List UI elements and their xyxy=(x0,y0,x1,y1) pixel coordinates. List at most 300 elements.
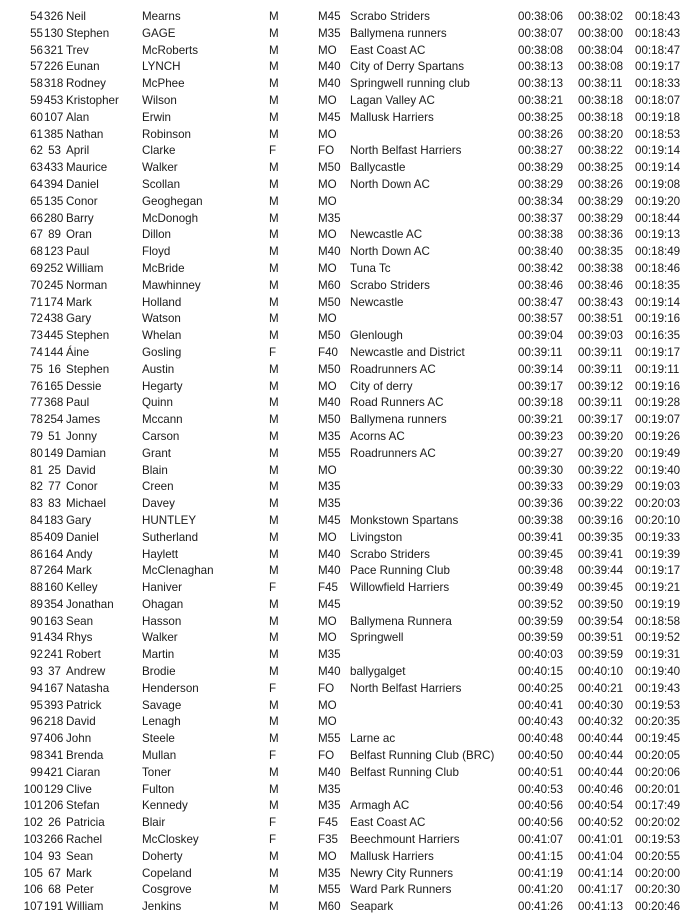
split-time-cell: 00:19:40 xyxy=(635,463,681,477)
category-cell: MO xyxy=(318,463,337,477)
last-name-cell: Whelan xyxy=(142,329,182,343)
gender-cell: M xyxy=(269,883,279,897)
chip-time-cell: 00:39:44 xyxy=(578,564,624,578)
last-name-cell: Doherty xyxy=(142,849,183,863)
gender-cell: F xyxy=(269,581,277,595)
chip-time-cell: 00:38:08 xyxy=(578,60,624,74)
position-cell: 92 xyxy=(30,648,43,662)
bib-number-cell: 89 xyxy=(48,228,61,242)
first-name-cell: Rhys xyxy=(66,631,93,645)
category-cell: M50 xyxy=(318,329,341,343)
bib-number-cell: 67 xyxy=(48,866,61,880)
split-time-cell: 00:20:00 xyxy=(635,866,681,880)
last-name-cell: Henderson xyxy=(142,681,199,695)
bib-number-cell: 149 xyxy=(44,446,64,460)
position-cell: 74 xyxy=(30,345,43,359)
first-name-cell: William xyxy=(66,900,104,914)
last-name-cell: Cosgrove xyxy=(142,883,192,897)
gender-cell: M xyxy=(269,564,279,578)
gender-cell: M xyxy=(269,715,279,729)
chip-time-cell: 00:38:18 xyxy=(578,110,624,124)
first-name-cell: David xyxy=(66,463,96,477)
club-cell: Ward Park Runners xyxy=(350,883,452,897)
last-name-cell: Copeland xyxy=(142,866,192,880)
bib-number-cell: 68 xyxy=(48,883,61,897)
category-cell: M45 xyxy=(318,597,341,611)
table-row xyxy=(0,177,699,194)
split-time-cell: 00:19:03 xyxy=(635,480,681,494)
club-cell: Newcastle xyxy=(350,295,404,309)
position-cell: 93 xyxy=(30,665,43,679)
last-name-cell: Brodie xyxy=(142,665,176,679)
chip-time-cell: 00:39:11 xyxy=(578,345,623,359)
chip-time-cell: 00:41:13 xyxy=(578,900,624,914)
first-name-cell: Stephen xyxy=(66,26,110,40)
split-time-cell: 00:19:26 xyxy=(635,429,681,443)
bib-number-cell: 26 xyxy=(48,816,61,830)
category-cell: M40 xyxy=(318,765,341,779)
club-cell: East Coast AC xyxy=(350,816,426,830)
bib-number-cell: 174 xyxy=(44,295,64,309)
gun-time-cell: 00:39:17 xyxy=(518,379,564,393)
table-row xyxy=(0,815,699,832)
bib-number-cell: 394 xyxy=(44,177,64,191)
bib-number-cell: 218 xyxy=(44,715,64,729)
position-cell: 60 xyxy=(30,110,43,124)
split-time-cell: 00:19:31 xyxy=(635,648,681,662)
bib-number-cell: 354 xyxy=(44,597,64,611)
table-row xyxy=(0,43,699,60)
split-time-cell: 00:19:08 xyxy=(635,177,681,191)
last-name-cell: Dillon xyxy=(142,228,171,242)
chip-time-cell: 00:39:35 xyxy=(578,530,624,544)
first-name-cell: Gary xyxy=(66,513,92,527)
bib-number-cell: 167 xyxy=(44,681,64,695)
club-cell: North Belfast Harriers xyxy=(350,681,462,695)
gun-time-cell: 00:38:21 xyxy=(518,93,564,107)
split-time-cell: 00:20:01 xyxy=(635,782,681,796)
gender-cell: M xyxy=(269,429,279,443)
club-cell: Newry City Runners xyxy=(350,866,454,880)
bib-number-cell: 226 xyxy=(44,60,64,74)
position-cell: 101 xyxy=(23,799,43,813)
gun-time-cell: 00:38:46 xyxy=(518,278,564,292)
position-cell: 73 xyxy=(30,329,43,343)
chip-time-cell: 00:38:51 xyxy=(578,312,624,326)
club-cell: Newcastle AC xyxy=(350,228,423,242)
gun-time-cell: 00:38:26 xyxy=(518,127,564,141)
gender-cell: M xyxy=(269,446,279,460)
position-cell: 58 xyxy=(30,77,43,91)
table-row xyxy=(0,513,699,530)
gender-cell: M xyxy=(269,161,279,175)
table-row xyxy=(0,278,699,295)
position-cell: 87 xyxy=(30,564,43,578)
gender-cell: M xyxy=(269,295,279,309)
gender-cell: M xyxy=(269,60,279,74)
first-name-cell: Daniel xyxy=(66,530,99,544)
gun-time-cell: 00:39:48 xyxy=(518,564,564,578)
split-time-cell: 00:19:21 xyxy=(635,581,681,595)
table-row xyxy=(0,714,699,731)
gender-cell: M xyxy=(269,312,279,326)
first-name-cell: Daniel xyxy=(66,177,99,191)
bib-number-cell: 445 xyxy=(44,329,64,343)
first-name-cell: Conor xyxy=(66,194,98,208)
chip-time-cell: 00:38:38 xyxy=(578,261,624,275)
category-cell: MO xyxy=(318,93,337,107)
last-name-cell: Ohagan xyxy=(142,597,184,611)
last-name-cell: Martin xyxy=(142,648,175,662)
gun-time-cell: 00:39:18 xyxy=(518,396,564,410)
category-cell: MO xyxy=(318,312,337,326)
last-name-cell: Erwin xyxy=(142,110,171,124)
first-name-cell: Rodney xyxy=(66,77,106,91)
split-time-cell: 00:18:35 xyxy=(635,278,681,292)
gender-cell: M xyxy=(269,362,279,376)
split-time-cell: 00:19:19 xyxy=(635,597,681,611)
gender-cell: M xyxy=(269,261,279,275)
first-name-cell: Patricia xyxy=(66,816,105,830)
last-name-cell: McCloskey xyxy=(142,833,199,847)
gender-cell: M xyxy=(269,177,279,191)
gender-cell: M xyxy=(269,194,279,208)
position-cell: 75 xyxy=(30,362,43,376)
category-cell: MO xyxy=(318,379,337,393)
position-cell: 84 xyxy=(30,513,43,527)
first-name-cell: James xyxy=(66,413,101,427)
first-name-cell: Michael xyxy=(66,497,106,511)
gender-cell: M xyxy=(269,93,279,107)
gun-time-cell: 00:39:23 xyxy=(518,429,564,443)
first-name-cell: Mark xyxy=(66,295,92,309)
split-time-cell: 00:19:52 xyxy=(635,631,681,645)
gender-cell: M xyxy=(269,849,279,863)
bib-number-cell: 144 xyxy=(44,345,64,359)
chip-time-cell: 00:38:46 xyxy=(578,278,624,292)
table-row xyxy=(0,379,699,396)
category-cell: M35 xyxy=(318,799,341,813)
position-cell: 66 xyxy=(30,211,43,225)
position-cell: 89 xyxy=(30,597,43,611)
club-cell: Belfast Running Club (BRC) xyxy=(350,749,495,763)
club-cell: Mallusk Harriers xyxy=(350,849,434,863)
category-cell: MO xyxy=(318,228,337,242)
first-name-cell: Mark xyxy=(66,866,92,880)
gender-cell: F xyxy=(269,144,277,158)
position-cell: 80 xyxy=(30,446,43,460)
position-cell: 71 xyxy=(30,295,43,309)
club-cell: Scrabo Striders xyxy=(350,547,430,561)
last-name-cell: Mccann xyxy=(142,413,183,427)
category-cell: M35 xyxy=(318,480,341,494)
first-name-cell: Trev xyxy=(66,43,89,57)
category-cell: FO xyxy=(318,681,335,695)
split-time-cell: 00:19:14 xyxy=(635,161,681,175)
first-name-cell: Barry xyxy=(66,211,94,225)
category-cell: M55 xyxy=(318,446,341,460)
club-cell: Road Runners AC xyxy=(350,396,444,410)
first-name-cell: Paul xyxy=(66,396,90,410)
gun-time-cell: 00:39:38 xyxy=(518,513,564,527)
club-cell: City of derry xyxy=(350,379,413,393)
category-cell: M35 xyxy=(318,866,341,880)
gender-cell: M xyxy=(269,278,279,292)
table-row xyxy=(0,127,699,144)
position-cell: 85 xyxy=(30,530,43,544)
position-cell: 94 xyxy=(30,681,43,695)
position-cell: 61 xyxy=(30,127,43,141)
bib-number-cell: 326 xyxy=(44,10,64,23)
bib-number-cell: 385 xyxy=(44,127,64,141)
gun-time-cell: 00:39:45 xyxy=(518,547,564,561)
bib-number-cell: 107 xyxy=(44,110,64,124)
bib-number-cell: 409 xyxy=(44,530,64,544)
chip-time-cell: 00:39:41 xyxy=(578,547,624,561)
table-row xyxy=(0,463,699,480)
gun-time-cell: 00:38:25 xyxy=(518,110,564,124)
position-cell: 105 xyxy=(23,866,43,880)
chip-time-cell: 00:39:11 xyxy=(578,362,623,376)
category-cell: M40 xyxy=(318,60,341,74)
first-name-cell: Natasha xyxy=(66,681,110,695)
bib-number-cell: 241 xyxy=(44,648,64,662)
last-name-cell: GAGE xyxy=(142,26,176,40)
table-row xyxy=(0,849,699,866)
gun-time-cell: 00:39:14 xyxy=(518,362,564,376)
gender-cell: F xyxy=(269,816,277,830)
first-name-cell: Brenda xyxy=(66,749,104,763)
split-time-cell: 00:19:17 xyxy=(635,345,681,359)
chip-time-cell: 00:40:10 xyxy=(578,665,624,679)
last-name-cell: LYNCH xyxy=(142,60,181,74)
bib-number-cell: 53 xyxy=(48,144,61,158)
last-name-cell: Toner xyxy=(142,765,172,779)
chip-time-cell: 00:39:50 xyxy=(578,597,624,611)
first-name-cell: Alan xyxy=(66,110,90,124)
table-row xyxy=(0,580,699,597)
gender-cell: M xyxy=(269,547,279,561)
split-time-cell: 00:20:06 xyxy=(635,765,681,779)
bib-number-cell: 321 xyxy=(44,43,64,57)
split-time-cell: 00:20:46 xyxy=(635,900,681,914)
position-cell: 63 xyxy=(30,161,43,175)
bib-number-cell: 433 xyxy=(44,161,64,175)
bib-number-cell: 393 xyxy=(44,698,64,712)
first-name-cell: Rachel xyxy=(66,833,103,847)
gender-cell: M xyxy=(269,614,279,628)
chip-time-cell: 00:41:17 xyxy=(578,883,624,897)
split-time-cell: 00:18:58 xyxy=(635,614,681,628)
first-name-cell: Maurice xyxy=(66,161,108,175)
first-name-cell: Gary xyxy=(66,312,92,326)
club-cell: Belfast Running Club xyxy=(350,765,459,779)
bib-number-cell: 160 xyxy=(44,581,64,595)
last-name-cell: Geoghegan xyxy=(142,194,203,208)
first-name-cell: Stephen xyxy=(66,362,110,376)
table-row xyxy=(0,530,699,547)
gender-cell: M xyxy=(269,110,279,124)
split-time-cell: 00:19:17 xyxy=(635,60,681,74)
first-name-cell: Stefan xyxy=(66,799,100,813)
bib-number-cell: 368 xyxy=(44,396,64,410)
gender-cell: M xyxy=(269,866,279,880)
position-cell: 67 xyxy=(30,228,43,242)
gun-time-cell: 00:39:30 xyxy=(518,463,564,477)
gun-time-cell: 00:41:20 xyxy=(518,883,564,897)
position-cell: 88 xyxy=(30,581,43,595)
last-name-cell: Clarke xyxy=(142,144,176,158)
position-cell: 64 xyxy=(30,177,43,191)
category-cell: M40 xyxy=(318,564,341,578)
club-cell: Ballymena runners xyxy=(350,26,447,40)
table-row xyxy=(0,345,699,362)
table-row xyxy=(0,899,699,916)
last-name-cell: Creen xyxy=(142,480,174,494)
gun-time-cell: 00:40:56 xyxy=(518,816,564,830)
bib-number-cell: 264 xyxy=(44,564,64,578)
chip-time-cell: 00:39:03 xyxy=(578,329,624,343)
table-row xyxy=(0,76,699,93)
gender-cell: M xyxy=(269,329,279,343)
category-cell: M45 xyxy=(318,10,341,23)
split-time-cell: 00:20:30 xyxy=(635,883,681,897)
position-cell: 91 xyxy=(30,631,43,645)
bib-number-cell: 252 xyxy=(44,261,64,275)
first-name-cell: David xyxy=(66,715,96,729)
last-name-cell: Davey xyxy=(142,497,175,511)
gun-time-cell: 00:38:13 xyxy=(518,77,564,91)
position-cell: 65 xyxy=(30,194,43,208)
gun-time-cell: 00:40:56 xyxy=(518,799,564,813)
category-cell: M45 xyxy=(318,110,341,124)
table-row xyxy=(0,547,699,564)
split-time-cell: 00:20:05 xyxy=(635,749,681,763)
gun-time-cell: 00:38:34 xyxy=(518,194,564,208)
category-cell: M40 xyxy=(318,396,341,410)
chip-time-cell: 00:41:14 xyxy=(578,866,624,880)
position-cell: 62 xyxy=(30,144,43,158)
gender-cell: F xyxy=(269,749,277,763)
chip-time-cell: 00:40:54 xyxy=(578,799,624,813)
first-name-cell: Peter xyxy=(66,883,94,897)
bib-number-cell: 245 xyxy=(44,278,64,292)
split-time-cell: 00:19:17 xyxy=(635,564,681,578)
gender-cell: M xyxy=(269,513,279,527)
gender-cell: M xyxy=(269,127,279,141)
last-name-cell: McBride xyxy=(142,261,185,275)
position-cell: 96 xyxy=(30,715,43,729)
category-cell: M55 xyxy=(318,732,341,746)
first-name-cell: Ciaran xyxy=(66,765,101,779)
category-cell: M35 xyxy=(318,648,341,662)
split-time-cell: 00:19:14 xyxy=(635,144,681,158)
table-row xyxy=(0,261,699,278)
bib-number-cell: 83 xyxy=(48,497,61,511)
category-cell: F45 xyxy=(318,581,338,595)
gender-cell: M xyxy=(269,463,279,477)
category-cell: M35 xyxy=(318,497,341,511)
last-name-cell: Savage xyxy=(142,698,182,712)
club-cell: Willowfield Harriers xyxy=(350,581,450,595)
position-cell: 77 xyxy=(30,396,43,410)
table-row xyxy=(0,211,699,228)
table-row xyxy=(0,311,699,328)
chip-time-cell: 00:39:59 xyxy=(578,648,624,662)
table-row xyxy=(0,26,699,43)
gender-cell: M xyxy=(269,648,279,662)
bib-number-cell: 453 xyxy=(44,93,64,107)
gun-time-cell: 00:38:29 xyxy=(518,161,564,175)
gender-cell: M xyxy=(269,665,279,679)
table-row xyxy=(0,882,699,899)
category-cell: M40 xyxy=(318,77,341,91)
bib-number-cell: 341 xyxy=(44,749,64,763)
first-name-cell: Jonny xyxy=(66,429,97,443)
first-name-cell: Conor xyxy=(66,480,98,494)
chip-time-cell: 00:38:00 xyxy=(578,26,624,40)
gun-time-cell: 00:39:27 xyxy=(518,446,564,460)
split-time-cell: 00:18:07 xyxy=(635,93,681,107)
split-time-cell: 00:18:33 xyxy=(635,77,681,91)
bib-number-cell: 434 xyxy=(44,631,64,645)
split-time-cell: 00:19:40 xyxy=(635,665,681,679)
category-cell: MO xyxy=(318,530,337,544)
first-name-cell: Dessie xyxy=(66,379,102,393)
chip-time-cell: 00:38:04 xyxy=(578,43,624,57)
table-row xyxy=(0,160,699,177)
table-row xyxy=(0,664,699,681)
split-time-cell: 00:18:53 xyxy=(635,127,681,141)
split-time-cell: 00:20:55 xyxy=(635,849,681,863)
first-name-cell: Kristopher xyxy=(66,93,119,107)
first-name-cell: Kelley xyxy=(66,581,98,595)
position-cell: 72 xyxy=(30,312,43,326)
club-cell: North Down AC xyxy=(350,245,430,259)
club-cell: Mallusk Harriers xyxy=(350,110,434,124)
bib-number-cell: 438 xyxy=(44,312,64,326)
first-name-cell: Sean xyxy=(66,849,94,863)
gun-time-cell: 00:40:25 xyxy=(518,681,564,695)
club-cell: Roadrunners AC xyxy=(350,446,436,460)
table-row xyxy=(0,866,699,883)
split-time-cell: 00:19:28 xyxy=(635,396,681,410)
first-name-cell: Clive xyxy=(66,782,92,796)
chip-time-cell: 00:38:43 xyxy=(578,295,624,309)
gender-cell: M xyxy=(269,698,279,712)
position-cell: 97 xyxy=(30,732,43,746)
split-time-cell: 00:20:35 xyxy=(635,715,681,729)
gender-cell: M xyxy=(269,26,279,40)
category-cell: FO xyxy=(318,144,335,158)
chip-time-cell: 00:40:21 xyxy=(578,681,624,695)
table-row xyxy=(0,412,699,429)
table-row xyxy=(0,59,699,76)
gun-time-cell: 00:39:49 xyxy=(518,581,564,595)
club-cell: Pace Running Club xyxy=(350,564,450,578)
split-time-cell: 00:19:33 xyxy=(635,530,681,544)
club-cell: Larne ac xyxy=(350,732,396,746)
position-cell: 76 xyxy=(30,379,43,393)
last-name-cell: McDonogh xyxy=(142,211,199,225)
first-name-cell: Sean xyxy=(66,614,94,628)
chip-time-cell: 00:38:11 xyxy=(578,77,623,91)
category-cell: M55 xyxy=(318,883,341,897)
position-cell: 98 xyxy=(30,749,43,763)
category-cell: MO xyxy=(318,698,337,712)
chip-time-cell: 00:40:30 xyxy=(578,698,624,712)
gender-cell: M xyxy=(269,245,279,259)
